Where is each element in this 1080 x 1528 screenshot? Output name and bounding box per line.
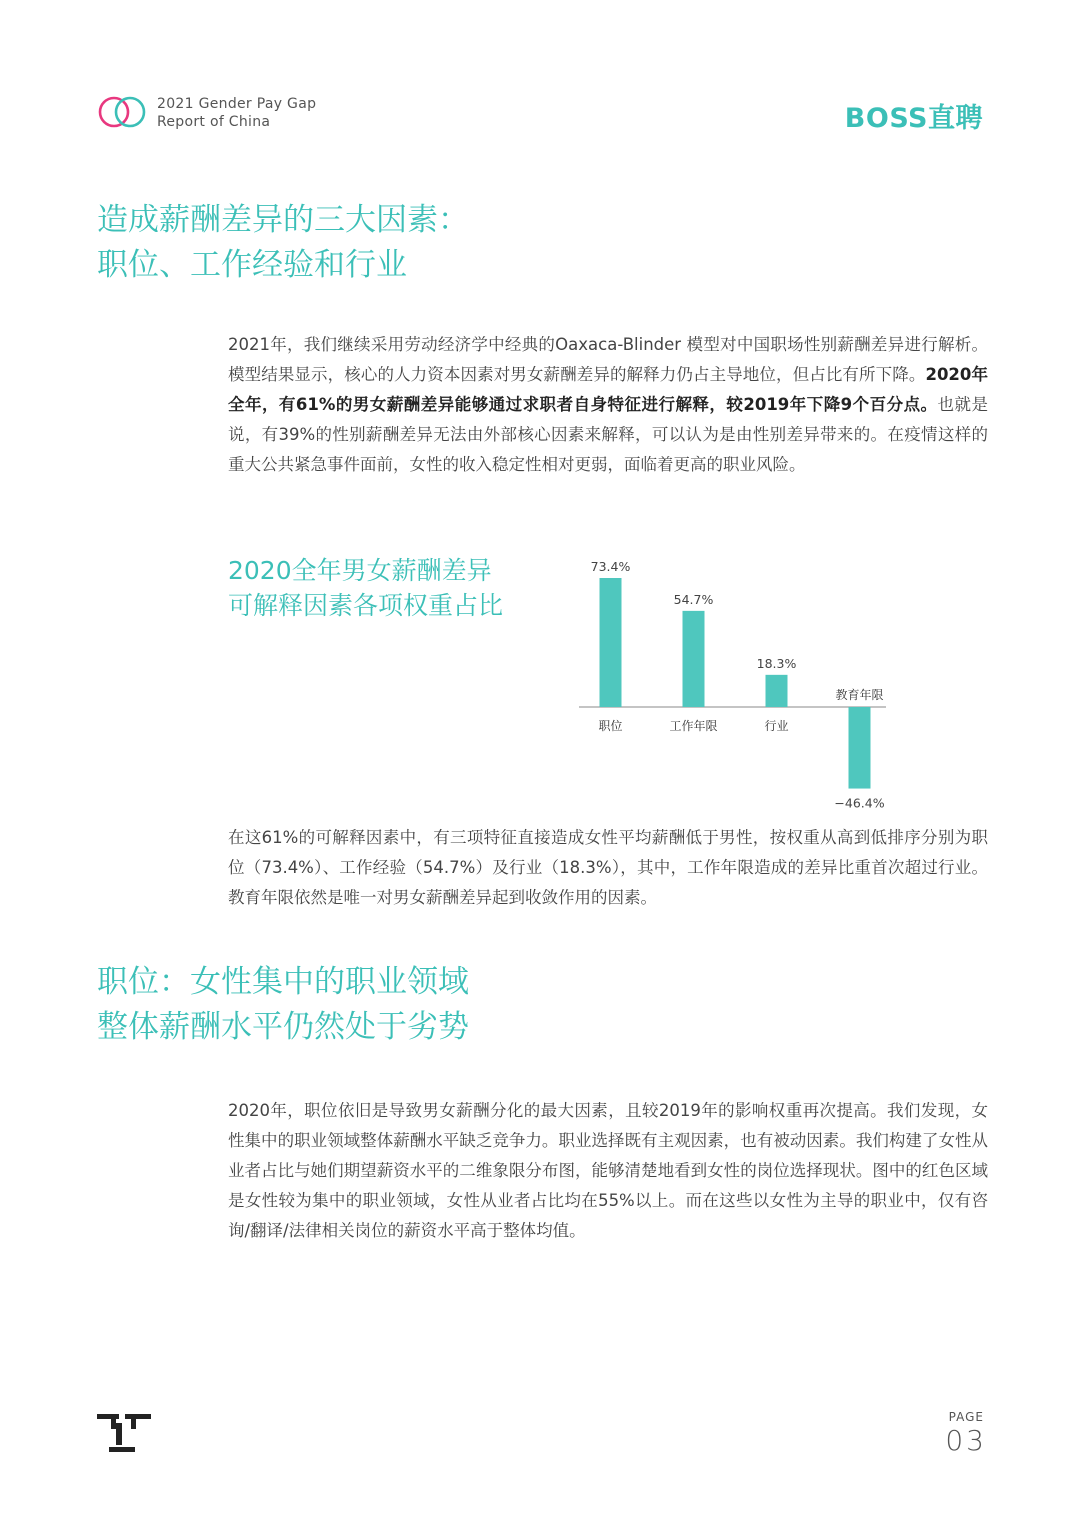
report-rings-logo	[97, 95, 149, 129]
intro-highlight: 2020年全年，有61%的男女薪酬差异能够通过求职者自身特征进行解释，较2019年下降9个百分点。	[228, 365, 988, 414]
section-heading-line: 职位：女性集中的职业领域	[97, 964, 469, 1000]
chart-bar	[683, 611, 705, 707]
chart-title	[228, 553, 503, 623]
page-number: 03	[945, 1424, 987, 1457]
chart-category-label: 职位	[598, 719, 623, 733]
analysis-paragraph: 在这61%的可解释因素中，有三项特征直接造成女性平均薪酬低于男性，按权重从高到低排序分别为职位（73.4%）、工作经验（54.7%）及行业（18.3%），其中，工作年限造成的差异比重首次超过行业。教育年限依然是唯一对男女薪酬差异起到收敛作用的因素。	[228, 828, 988, 907]
page-label: PAGE	[948, 1410, 984, 1424]
chart-title-line: 可解释因素各项权重占比	[228, 591, 504, 620]
chart-bar	[766, 675, 788, 707]
face-logo-icon	[97, 1411, 153, 1455]
intro-text: 2021年，我们继续采用劳动经济学中经典的Oaxaca-Blinder 模型对中国职场性别薪酬差异进行解析。模型结果显示，核心的人力资本因素对男女薪酬差异的解释力仍占主导地位，但占比有所下降。	[228, 335, 988, 384]
section-heading-line: 造成薪酬差异的三大因素：	[97, 202, 469, 238]
chart-bar	[600, 578, 622, 707]
chart-value-label: −46.4%	[834, 795, 885, 811]
report-title-line-2: Report of China	[157, 114, 271, 130]
intro-paragraph	[228, 330, 988, 480]
chart-title-line: 2020全年男女薪酬差异	[228, 556, 492, 585]
chart-value-label: 73.4%	[590, 559, 631, 574]
section-heading	[97, 960, 469, 1050]
chart-value-label: 54.7%	[673, 591, 714, 607]
factor-weight-bar-chart	[570, 552, 900, 811]
brand-logo: BOSS直聘	[844, 103, 983, 134]
section-heading-line: 整体薪酬水平仍然处于劣势	[97, 1009, 469, 1045]
chart-value-label: 18.3%	[756, 655, 797, 671]
chart-category-label: 教育年限	[835, 688, 884, 702]
report-title-line-1: 2021 Gender Pay Gap	[157, 96, 317, 112]
section-heading-line: 职位、工作经验和行业	[97, 247, 407, 283]
chart-bar	[849, 707, 871, 789]
section-heading	[97, 198, 469, 288]
chart-category-label: 行业	[764, 719, 789, 733]
intro-text-continued: 也就是说，有39%的性别薪酬差异无法由外部核心因素来解释，可以认为是由性别差异带来的。在疫情这样的重大公共紧急事件面前，女性的收入稳定性相对更弱，面临着更高的职业风险。	[228, 395, 989, 474]
chart-category-label: 工作年限	[669, 719, 718, 733]
position-paragraph: 2020年，职位依旧是导致男女薪酬分化的最大因素，且较2019年的影响权重再次提高。我们发现，女性集中的职业领域整体薪酬水平缺乏竞争力。职业选择既有主观因素，也有被动因素。我们构建了女性从业者占比与她们期望薪资水平的二维象限分布图，能够清楚地看到女性的岗位选择现状。图中的红色区域是女性较为集中的职业领域，女性从业者占比均在55%以上。而在这些以女性为主导的职业中，仅有咨询/翻译/法律相关岗位的薪资水平高于整体均值。	[228, 1101, 988, 1240]
